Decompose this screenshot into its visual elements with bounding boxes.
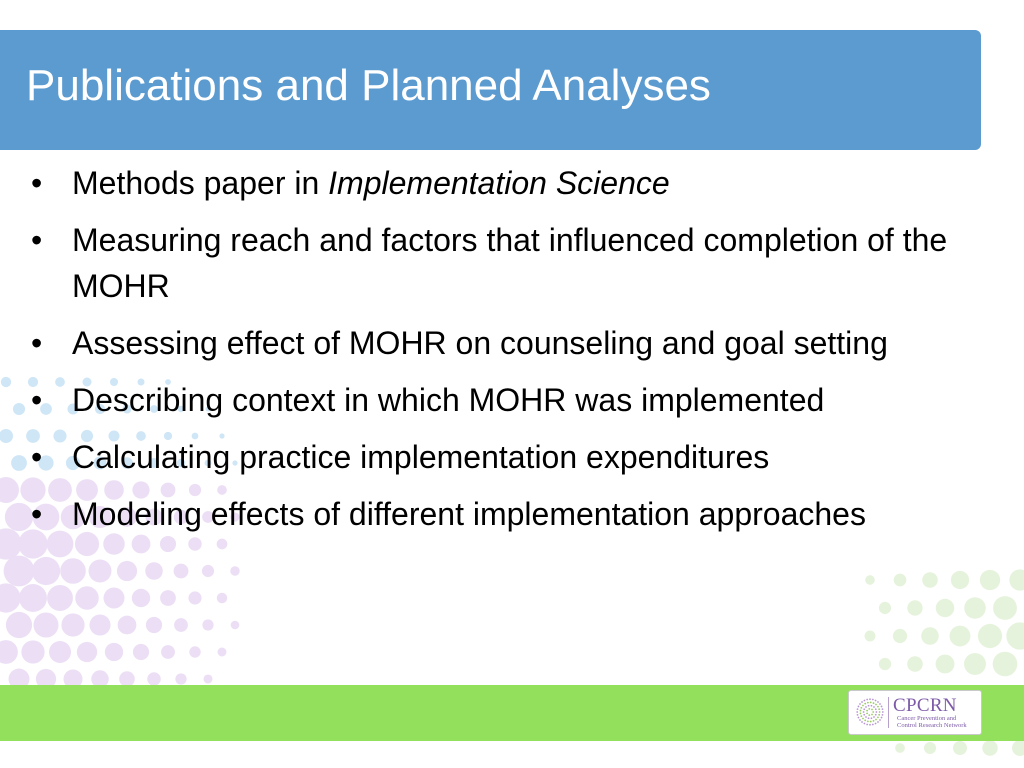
decorative-dot — [893, 629, 907, 643]
decorative-dot — [907, 600, 922, 615]
decorative-dot — [0, 429, 13, 443]
decorative-dot — [47, 585, 73, 611]
decorative-dot — [1009, 569, 1024, 590]
bullet-symbol: • — [31, 382, 43, 418]
bullet-symbol: • — [31, 325, 43, 361]
logo-dot — [858, 717, 860, 719]
logo-dot — [868, 717, 870, 719]
decorative-dot — [980, 570, 1000, 590]
decorative-dot — [174, 618, 188, 632]
bullet-list — [26, 160, 976, 548]
bullet-emphasis: Implementation Science — [328, 165, 670, 201]
logo-dot — [881, 706, 883, 708]
logo-dot — [873, 702, 875, 704]
decorative-dot — [89, 560, 112, 583]
decorative-dot — [77, 642, 97, 662]
logo-dot — [860, 713, 862, 715]
decorative-dot — [218, 648, 227, 657]
logo-dot — [861, 721, 863, 723]
logo-dot — [863, 714, 865, 716]
logo-dot — [872, 711, 874, 713]
bullet-symbol: • — [31, 165, 43, 201]
logo-dot — [861, 701, 863, 703]
logo-dot — [873, 720, 875, 722]
decorative-dot — [0, 640, 18, 664]
logo-dot — [875, 719, 877, 721]
logo-dot — [871, 709, 873, 711]
bullet-text: Measuring reach and factors that influenced completion of the MOHR — [72, 222, 948, 304]
logo-dot — [857, 708, 859, 710]
logo-dot — [876, 711, 878, 713]
logo-dot — [872, 699, 874, 701]
decorative-dot — [61, 613, 84, 636]
decorative-dot — [1006, 622, 1024, 649]
logo-dot — [864, 719, 866, 721]
decorative-dot — [189, 646, 200, 657]
logo-dot — [879, 703, 881, 705]
decorative-dot — [1, 377, 11, 387]
logo-dot — [859, 719, 861, 721]
logo-dot — [877, 721, 879, 723]
logo-dot — [875, 708, 877, 710]
decorative-dot — [33, 612, 58, 637]
bullet-text: Assessing effect of MOHR on counseling and goal setting — [72, 325, 888, 361]
logo-dot — [875, 704, 877, 706]
decorative-dot — [60, 558, 86, 584]
decorative-dot — [879, 602, 891, 614]
bullet-text: Modeling effects of different implementation approaches — [72, 496, 866, 532]
decorative-dot — [104, 588, 125, 609]
decorative-dot — [146, 617, 162, 633]
decorative-dot — [865, 575, 875, 585]
bullet-item — [26, 160, 976, 206]
logo-dot — [869, 724, 871, 726]
logo-dot — [871, 717, 873, 719]
decorative-dot — [953, 741, 967, 755]
decorative-dot — [982, 740, 997, 755]
decorative-dot — [19, 584, 47, 612]
decorative-dot — [75, 586, 99, 610]
bullet-item — [26, 491, 976, 537]
decorative-dot — [175, 673, 186, 684]
decorative-dot — [202, 619, 213, 630]
logo-dot — [864, 700, 866, 702]
decorative-dot — [950, 626, 971, 647]
decorative-dot — [133, 644, 149, 660]
decorative-dot — [147, 672, 161, 686]
decorative-dot — [0, 583, 21, 612]
decorative-dot — [921, 627, 939, 645]
logo-dot — [881, 717, 883, 719]
decorative-dot — [1012, 740, 1024, 756]
logo-dot — [860, 710, 862, 712]
logo-subtitle-line: Control Research Network — [897, 722, 967, 729]
decorative-dot — [4, 556, 35, 587]
decorative-dot — [895, 743, 905, 753]
decorative-dot — [6, 612, 32, 638]
decorative-dot — [924, 742, 936, 754]
logo-dot — [873, 716, 875, 718]
decorative-dot — [951, 571, 969, 589]
logo-dot — [857, 714, 859, 716]
logo-dot — [859, 703, 861, 705]
bullet-text: Describing context in which MOHR was implemented — [72, 382, 825, 418]
logo-dot — [866, 710, 868, 712]
bullet-text: Calculating practice implementation expenditures — [72, 439, 770, 475]
logo-dot — [875, 700, 877, 702]
logo-subtitle — [897, 715, 967, 729]
logo-dot — [868, 714, 870, 716]
logo-dot — [878, 714, 880, 716]
decorative-dot — [161, 645, 175, 659]
logo-dot — [869, 698, 871, 700]
decorative-dot — [49, 641, 71, 663]
bullet-item — [26, 217, 976, 309]
bullet-symbol: • — [31, 439, 43, 475]
decorative-dot — [978, 624, 1002, 648]
logo-dot — [877, 706, 879, 708]
logo-dot — [864, 703, 866, 705]
logo-name: CPCRN — [893, 695, 957, 716]
decorative-dot — [964, 653, 986, 675]
bullet-item — [26, 434, 976, 480]
decorative-dot — [907, 656, 923, 672]
decorative-dot — [894, 574, 907, 587]
decorative-dot — [865, 631, 876, 642]
bullet-text: Methods paper in — [72, 165, 329, 201]
bullet-symbol: • — [31, 222, 43, 258]
logo-subtitle-line: Cancer Prevention and — [897, 715, 957, 722]
logo-dot — [870, 702, 872, 704]
logo-dot — [866, 699, 868, 701]
cpcrn-logo — [848, 690, 982, 735]
decorative-dot — [132, 589, 150, 607]
decorative-dot — [118, 616, 137, 635]
decorative-dot — [145, 562, 163, 580]
decorative-dot — [89, 614, 110, 635]
logo-dot — [882, 714, 884, 716]
decorative-dot — [188, 591, 201, 604]
decorative-dot — [231, 621, 240, 630]
decorative-dot — [922, 572, 938, 588]
logo-dot — [860, 707, 862, 709]
logo-dot — [882, 708, 884, 710]
decorative-dot — [230, 566, 239, 575]
logo-dot — [868, 708, 870, 710]
logo-dot — [866, 724, 868, 726]
decorative-dot — [964, 597, 985, 618]
bullet-symbol: • — [31, 496, 43, 532]
logo-dot — [856, 711, 858, 713]
decorative-dot — [217, 593, 227, 603]
bullet-item — [26, 377, 976, 423]
logo-divider — [888, 697, 889, 728]
decorative-dot — [203, 674, 212, 683]
logo-dot — [882, 711, 884, 713]
logo-dot — [865, 716, 867, 718]
decorative-dot — [105, 643, 123, 661]
decorative-dot — [21, 640, 44, 663]
logo-dot — [865, 706, 867, 708]
logo-dot — [863, 711, 865, 713]
logo-dot — [870, 721, 872, 723]
logo-dot — [867, 702, 869, 704]
logo-dot — [868, 705, 870, 707]
decorative-dot — [202, 565, 214, 577]
decorative-dot — [936, 599, 955, 618]
decorative-dot — [13, 403, 25, 415]
logo-starburst-icon — [855, 697, 885, 727]
logo-dot — [871, 714, 873, 716]
decorative-dot — [160, 590, 176, 606]
logo-dot — [879, 711, 881, 713]
logo-dot — [864, 723, 866, 725]
logo-dot — [877, 717, 879, 719]
bullet-item — [26, 320, 976, 366]
logo-dot — [873, 706, 875, 708]
logo-dot — [875, 714, 877, 716]
logo-dot — [877, 701, 879, 703]
logo-dot — [872, 724, 874, 726]
logo-dot — [878, 708, 880, 710]
decorative-dot — [993, 652, 1018, 677]
logo-dot — [866, 712, 868, 714]
decorative-dot — [936, 655, 955, 674]
logo-dot — [875, 723, 877, 725]
decorative-dot — [0, 477, 19, 503]
logo-dot — [867, 720, 869, 722]
decorative-dot — [174, 564, 189, 579]
decorative-dot — [32, 557, 60, 585]
logo-dot — [862, 705, 864, 707]
decorative-dot — [993, 596, 1017, 620]
decorative-dot — [117, 561, 137, 581]
logo-dot — [879, 719, 881, 721]
decorative-dot — [11, 455, 27, 471]
decorative-dot — [879, 658, 891, 670]
logo-dot — [871, 705, 873, 707]
slide-title: Publications and Planned Analyses — [26, 61, 711, 110]
logo-dot — [860, 715, 862, 717]
logo-dot — [862, 718, 864, 720]
logo-dot — [858, 706, 860, 708]
logo-dot — [863, 708, 865, 710]
